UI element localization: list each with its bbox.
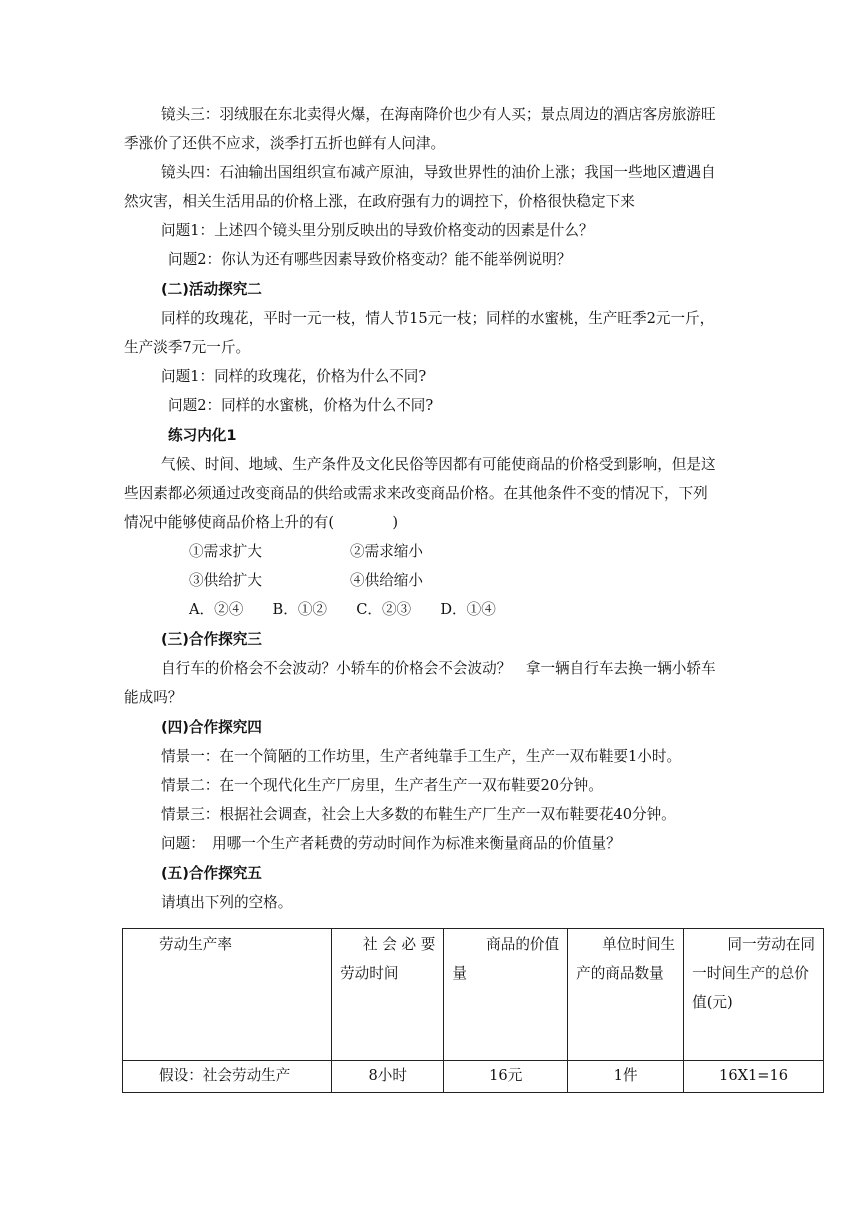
paragraph-line: 自行车的价格会不会波动？小轿车的价格会不会波动？ 拿一辆自行车去换一辆小轿车 xyxy=(161,660,716,677)
section-heading: 练习内化1 xyxy=(168,427,237,444)
paragraph-line: 季涨价了还供不应求，淡季打五折也鲜有人问津。 xyxy=(124,135,446,152)
header-text: 社 会 必 要 xyxy=(363,936,436,953)
paragraph-line: 情景二：在一个现代化生产厂房里，生产者生产一双布鞋要20分钟。 xyxy=(161,777,603,794)
header-text: 同一劳动在同 xyxy=(727,936,815,953)
option-item: ③供给扩大 xyxy=(189,572,262,589)
option-item: ④供给缩小 xyxy=(350,572,423,589)
paragraph-line: 同样的玫瑰花，平时一元一枝，情人节15元一枝；同样的水蜜桃，生产旺季2元一斤， xyxy=(161,310,715,327)
table-cell: 16元 xyxy=(444,1061,568,1093)
paragraph-line: 请填出下列的空格。 xyxy=(161,894,293,911)
header-text: 产的商品数量 xyxy=(576,965,664,982)
paragraph-line: 镜头三：羽绒服在东北卖得火爆，在海南降价也少有人买；景点周边的酒店客房旅游旺 xyxy=(161,106,716,123)
paragraph-line: 些因素都必须通过改变商品的供给或需求来改变商品价格。在其他条件不变的情况下，下列 xyxy=(124,485,708,502)
question-line: 问题2：你认为还有哪些因素导致价格变动？能不能举例说明？ xyxy=(168,251,572,268)
option-item: ①需求扩大 xyxy=(189,543,262,560)
header-text: 量 xyxy=(452,965,467,982)
paragraph-line: 镜头四：石油输出国组织宣布减产原油，导致世界性的油价上涨；我国一些地区遭遇自 xyxy=(161,164,716,181)
paragraph-line: 气候、时间、地域、生产条件及文化民俗等因都有可能使商品的价格受到影响，但是这 xyxy=(161,456,716,473)
section-heading: (二)活动探究二 xyxy=(161,281,262,298)
table-cell: 假设：社会劳动生产 xyxy=(123,1061,332,1093)
header-text: 值(元) xyxy=(692,994,733,1011)
header-text: 单位时间生 xyxy=(602,936,676,953)
fill-in-table xyxy=(122,928,824,1093)
table-cell: 8小时 xyxy=(332,1061,444,1093)
table-cell: 1件 xyxy=(568,1061,684,1093)
paragraph-line: 情况中能够使商品价格上升的有( ) xyxy=(124,514,399,531)
question-line: 问题2：同样的水蜜桃，价格为什么不同? xyxy=(168,397,434,414)
paragraph-line: 情景一：在一个简陋的工作坊里，生产者纯靠手工生产，生产一双布鞋要1小时。 xyxy=(161,748,682,765)
header-text: 劳动生产率 xyxy=(159,936,232,953)
paragraph-line: 生产淡季7元一斤。 xyxy=(124,339,251,356)
header-text: 劳动时间 xyxy=(340,965,399,982)
table-header-cell xyxy=(332,929,444,1061)
paragraph-line: 情景三：根据社会调查，社会上大多数的布鞋生产厂生产一双布鞋要花40分钟。 xyxy=(161,806,676,823)
table-header-row xyxy=(123,929,824,1061)
question-line: 问题1：上述四个镜头里分别反映出的导致价格变动的因素是什么？ xyxy=(161,222,594,239)
header-text: 一时间生产的总价 xyxy=(692,965,809,982)
question-line: 问题： 用哪一个生产者耗费的劳动时间作为标准来衡量商品的价值量？ xyxy=(161,835,621,852)
table-cell: 16X1=16 xyxy=(684,1061,824,1093)
table-header-cell xyxy=(444,929,568,1061)
table-header-cell xyxy=(568,929,684,1061)
table-row xyxy=(123,1061,824,1093)
question-line: 问题1：同样的玫瑰花，价格为什么不同? xyxy=(161,368,427,385)
paragraph-line: 然灾害，相关生活用品的价格上涨，在政府强有力的调控下，价格很快稳定下来 xyxy=(124,193,635,210)
paragraph-line: 能成吗？ xyxy=(124,689,183,706)
section-heading: (三)合作探究三 xyxy=(161,631,262,648)
section-heading: (四)合作探究四 xyxy=(161,719,262,736)
answer-choices: A．②④ B．①② C．②③ D．①④ xyxy=(189,601,496,618)
table-header-cell xyxy=(123,929,332,1061)
section-heading: (五)合作探究五 xyxy=(161,865,262,882)
header-text: 商品的价值 xyxy=(486,936,560,953)
option-item: ②需求缩小 xyxy=(350,543,423,560)
table-header-cell xyxy=(684,929,824,1061)
